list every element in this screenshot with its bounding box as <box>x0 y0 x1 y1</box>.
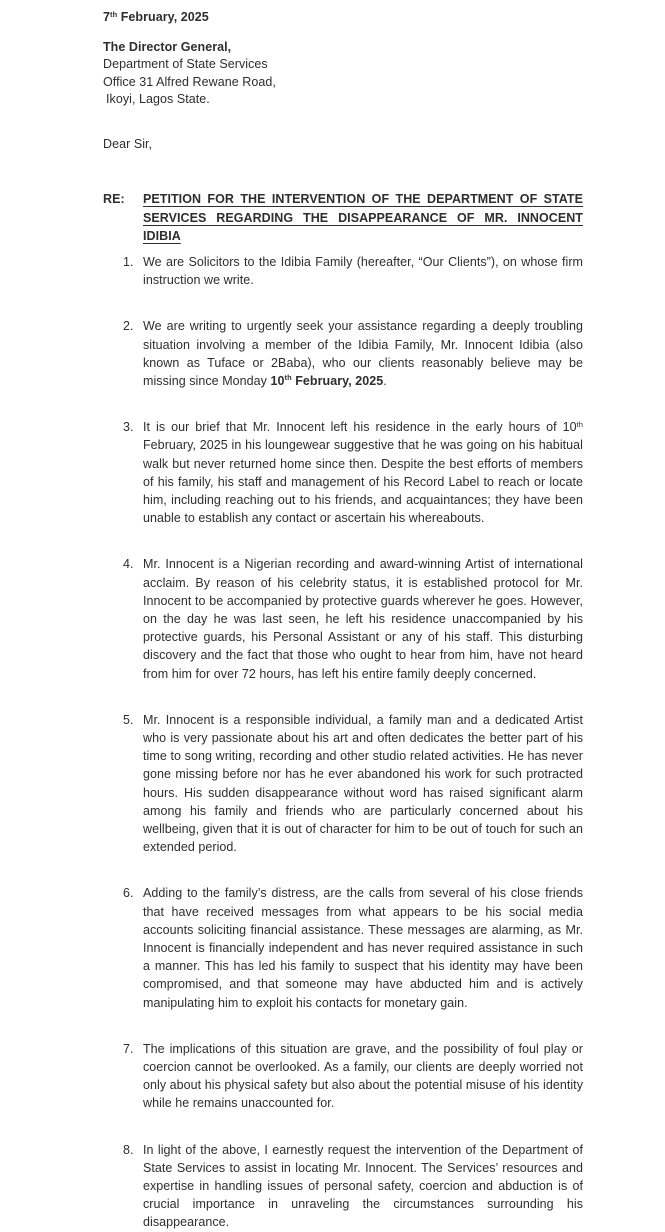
petition-item <box>123 711 583 857</box>
recipient-block <box>103 39 583 108</box>
item-text: The implications of this situation are grave, and the possibility of foul play or coercion cannot be overlooked. As a family, our clients are deeply worried not only about his physical safety but also about the potential misuse of his identity while he remains unaccounted for. <box>143 1041 583 1111</box>
item-text: Mr. Innocent is a Nigerian recording and award-winning Artist of international acclaim. By reason of his celebrity status, it is established protocol for Mr. Innocent to be accompanied by protective guards wherever he goes. However, on the day he was last seen, he left his residence unaccompanied by his protective guards, his Personal Assistant or any of his staff. This disturbing discovery and the fact that those who ought to hear from him, have not heard from him for over 72 hours, has left his entire family deeply concerned. <box>143 557 583 681</box>
petition-item <box>123 1141 583 1232</box>
petition-item <box>123 317 583 390</box>
recipient-address-1: Office 31 Alfred Rewane Road, <box>103 74 276 89</box>
item-number: 7. <box>123 1041 134 1056</box>
date-line: 7th February, 2025 <box>103 9 209 24</box>
petition-item <box>123 884 583 1011</box>
item-number: 8. <box>123 1142 134 1157</box>
subject-line <box>103 190 583 246</box>
petition-item <box>123 253 583 289</box>
item-number: 2. <box>123 319 134 334</box>
petition-item <box>123 418 583 527</box>
salutation: Dear Sir, <box>103 137 153 152</box>
recipient-department: Department of State Services <box>103 57 268 72</box>
item-number: 1. <box>123 254 134 269</box>
item-number: 4. <box>123 557 134 572</box>
item-text: We are Solicitors to the Idibia Family (hereafter, “Our Clients”), on whose firm instruction we write. <box>143 254 583 288</box>
item-text: We are writing to urgently seek your assistance regarding a deeply troubling situation involving a member of the Idibia Family, Mr. Innocent Idibia (also known as Tuface or 2Baba), who our clients reasonably believe may be missing since Monday 10th February, 2025. <box>143 319 583 388</box>
recipient-address-2: Ikoyi, Lagos State. <box>106 91 210 106</box>
recipient-name: The Director General, <box>103 40 232 54</box>
subject-title: PETITION FOR THE INTERVENTION OF THE DEPARTMENT OF STATE SERVICES REGARDING THE DISAPPEARANCE OF MR. INNOCENT IDIBIA <box>143 192 583 244</box>
petition-item <box>123 555 583 682</box>
item-number: 5. <box>123 712 134 727</box>
item-number: 3. <box>123 420 134 435</box>
subject-label: RE: <box>103 192 125 207</box>
item-text: Mr. Innocent is a responsible individual, a family man and a dedicated Artist who is very passionate about his art and often dedicates the better part of his time to song writing, recording and other studio related activities. He has never gone missing before nor has he ever abandoned his work for such protracted hours. His sudden disappearance without word has raised significant alarm among his family and friends who are particularly concerned about his wellbeing, given that it is out of character for him to be out of touch for such an extended period. <box>143 712 583 855</box>
item-text: In light of the above, I earnestly request the intervention of the Department of State Services to assist in locating Mr. Innocent. The Services’ resources and expertise in handling issues of personal safety, coercion and abduction is of crucial importance in unraveling the circumstances surrounding his disappearance. <box>143 1142 583 1230</box>
petition-item <box>123 1040 583 1113</box>
petition-list <box>123 253 583 1232</box>
item-text: Adding to the family’s distress, are the calls from several of his close friends that have received messages from what appears to be his social media accounts soliciting financial assistance. These messages are alarming, as Mr. Innocent is financially independent and has never required assistance in such a manner. This has led his family to suspect that his identity may have been compromised, and that someone may have abducted him and is actively manipulating him to exploit his contacts for monetary gain. <box>143 886 583 1010</box>
item-text: It is our brief that Mr. Innocent left his residence in the early hours of 10th February, 2025 in his loungewear suggestive that he was going on his habitual walk but never returned home since then. Despite the best efforts of members of his family, his staff and management of his Record Label to reach or locate him, including reaching out to his friends, and acquaintances; they have been unable to establish any contact or ascertain his whereabouts. <box>143 419 583 526</box>
item-number: 6. <box>123 886 134 901</box>
